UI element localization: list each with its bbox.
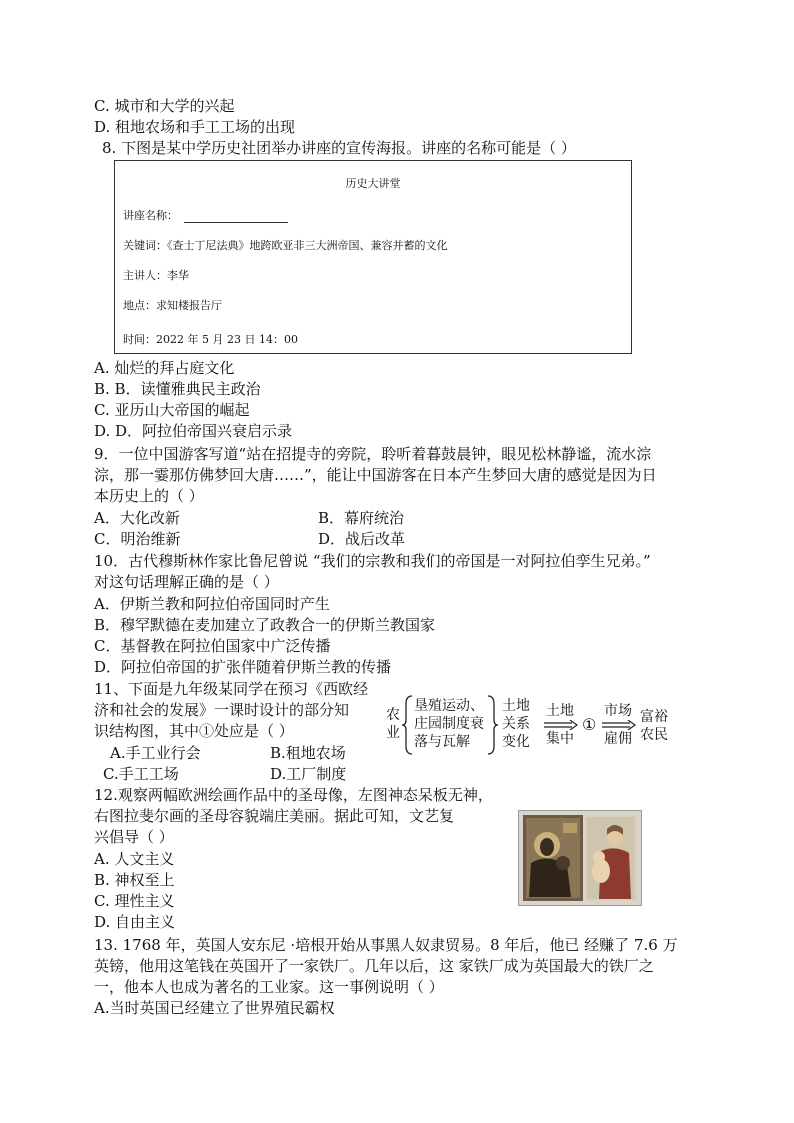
- question-10-line1: 10．古代穆斯林作家比鲁尼曾说 “我们的宗教和我们的帝国是一对阿拉伯孪生兄弟。”: [94, 552, 651, 570]
- byzantine-madonna-image: [523, 815, 583, 901]
- question-10-line2: 对这句话理解正确的是（ ）: [94, 573, 279, 591]
- question-12-line3: 兴倡导（ ）: [94, 828, 174, 846]
- diagram-brace: [400, 694, 414, 756]
- q10-option-a: A．伊斯兰教和阿拉伯帝国同时产生: [94, 595, 330, 613]
- q13-option-a: A.当时英国已经建立了世界殖民霸权: [94, 999, 335, 1017]
- q9-option-d: D．战后改革: [318, 530, 406, 548]
- question-9-line2: 淙，那一霎那仿佛梦回大唐……”，能让中国游客在日本产生梦回大唐的感觉是因为日: [94, 466, 657, 484]
- diagram-arrow2-bottom: 雇佣: [604, 731, 632, 747]
- question-8: 8. 下图是某中学历史社团举办讲座的宣传海报。讲座的名称可能是（ ）: [102, 139, 576, 157]
- diagram-arrow2-top: 市场: [604, 703, 632, 719]
- lecture-poster: [114, 160, 632, 354]
- question-12-line2: 右图拉斐尔画的圣母容貌端庄美丽。据此可知，文艺复: [94, 807, 455, 825]
- q12-option-d: D. 自由主义: [94, 913, 176, 931]
- q12-option-b: B. 神权至上: [94, 871, 175, 889]
- poster-name-row: [123, 207, 288, 223]
- option-c-prev: C. 城市和大学的兴起: [94, 97, 235, 115]
- poster-name-label: 讲座名称：: [123, 209, 178, 222]
- poster-location: 地点：求知楼报告厅: [123, 299, 222, 312]
- q9-option-b: B．幕府统治: [318, 509, 405, 527]
- question-9-line1: 9．一位中国游客写道“站在招提寺的旁院，聆听着暮鼓晨钟，眼见松林静谧，流水淙: [94, 445, 652, 463]
- question-11-line3: 识结构图，其中①处应是（ ）: [94, 722, 294, 740]
- question-12-line1: 12.观察两幅欧洲绘画作品中的圣母像，左图神态呆板无神，: [94, 786, 493, 804]
- q8-option-b: B. B．读懂雅典民主政治: [94, 380, 261, 398]
- q9-option-a: A．大化改新: [94, 509, 180, 527]
- q9-option-c: C．明治维新: [94, 530, 181, 548]
- structure-diagram: [382, 694, 682, 756]
- madonna-paintings: [518, 810, 642, 906]
- diagram-end-2: 农民: [640, 727, 668, 743]
- diagram-arrow1-top: 土地: [546, 703, 574, 719]
- question-13-line3: 一，他本人也成为著名的工业家。这一事例说明（ ）: [94, 978, 444, 996]
- diagram-arrow1-icon: [544, 720, 578, 730]
- diagram-root-2: 业: [386, 725, 400, 741]
- diagram-branch-1: 垦殖运动、: [414, 698, 484, 714]
- poster-time: 时间：2022 年 5 月 23 日 14：00: [123, 333, 298, 346]
- diagram-end-1: 富裕: [640, 709, 668, 725]
- q8-option-c: C. 亚历山大帝国的崛起: [94, 401, 250, 419]
- q10-option-d: D．阿拉伯帝国的扩张伴随着伊斯兰教的传播: [94, 658, 392, 676]
- q10-option-c: C．基督教在阿拉伯国家中广泛传播: [94, 637, 331, 655]
- q12-option-c: C. 理性主义: [94, 892, 175, 910]
- diagram-root-1: 农: [386, 707, 400, 723]
- raphael-madonna-image: [585, 815, 637, 901]
- question-9-line3: 本历史上的（ ）: [94, 487, 204, 505]
- q10-option-b: B．穆罕默德在麦加建立了政教合一的伊斯兰教国家: [94, 616, 436, 634]
- poster-title: 历史大讲堂: [345, 177, 401, 190]
- q12-option-a: A. 人文主义: [94, 850, 175, 868]
- diagram-blank-circle: ①: [582, 715, 597, 734]
- poster-name-blank: [184, 210, 288, 223]
- diagram-arrow2-icon: [602, 720, 636, 730]
- diagram-arrow1-bottom: 集中: [546, 731, 574, 747]
- q11-option-b: B.租地农场: [270, 744, 346, 762]
- q8-option-a: A. 灿烂的拜占庭文化: [94, 359, 235, 377]
- diagram-branch-2: 庄园制度衰: [414, 716, 484, 732]
- diagram-brace-right: [486, 694, 500, 756]
- question-11-line1: 11、下面是九年级某同学在预习《西欧经: [94, 680, 369, 698]
- poster-speaker: 主讲人：李华: [123, 269, 189, 282]
- diagram-change-1: 土地: [502, 698, 530, 714]
- q11-option-a: A.手工业行会: [110, 744, 201, 762]
- q11-option-d: D.工厂制度: [270, 765, 347, 783]
- question-13-line2: 英镑，他用这笔钱在英国开了一家铁厂。几年以后，这 家铁厂成为英国最大的铁厂之: [94, 957, 654, 975]
- diagram-branch-3: 落与瓦解: [414, 734, 470, 750]
- question-11-line2: 济和社会的发展》一课时设计的部分知: [94, 701, 350, 719]
- poster-keywords: 关键词：《查士丁尼法典》地跨欧亚非三大洲帝国、兼容并蓄的文化: [123, 239, 448, 252]
- q11-option-c: C.手工工场: [103, 765, 179, 783]
- question-13-line1: 13. 1768 年，英国人安东尼 ·培根开始从事黑人奴隶贸易。8 年后，他已 经赚了 7.6 万: [94, 936, 678, 954]
- option-d-prev: D. 租地农场和手工工场的出现: [94, 118, 296, 136]
- q8-option-d: D. D．阿拉伯帝国兴衰启示录: [94, 422, 293, 440]
- diagram-change-3: 变化: [502, 734, 530, 750]
- diagram-change-2: 关系: [502, 716, 530, 732]
